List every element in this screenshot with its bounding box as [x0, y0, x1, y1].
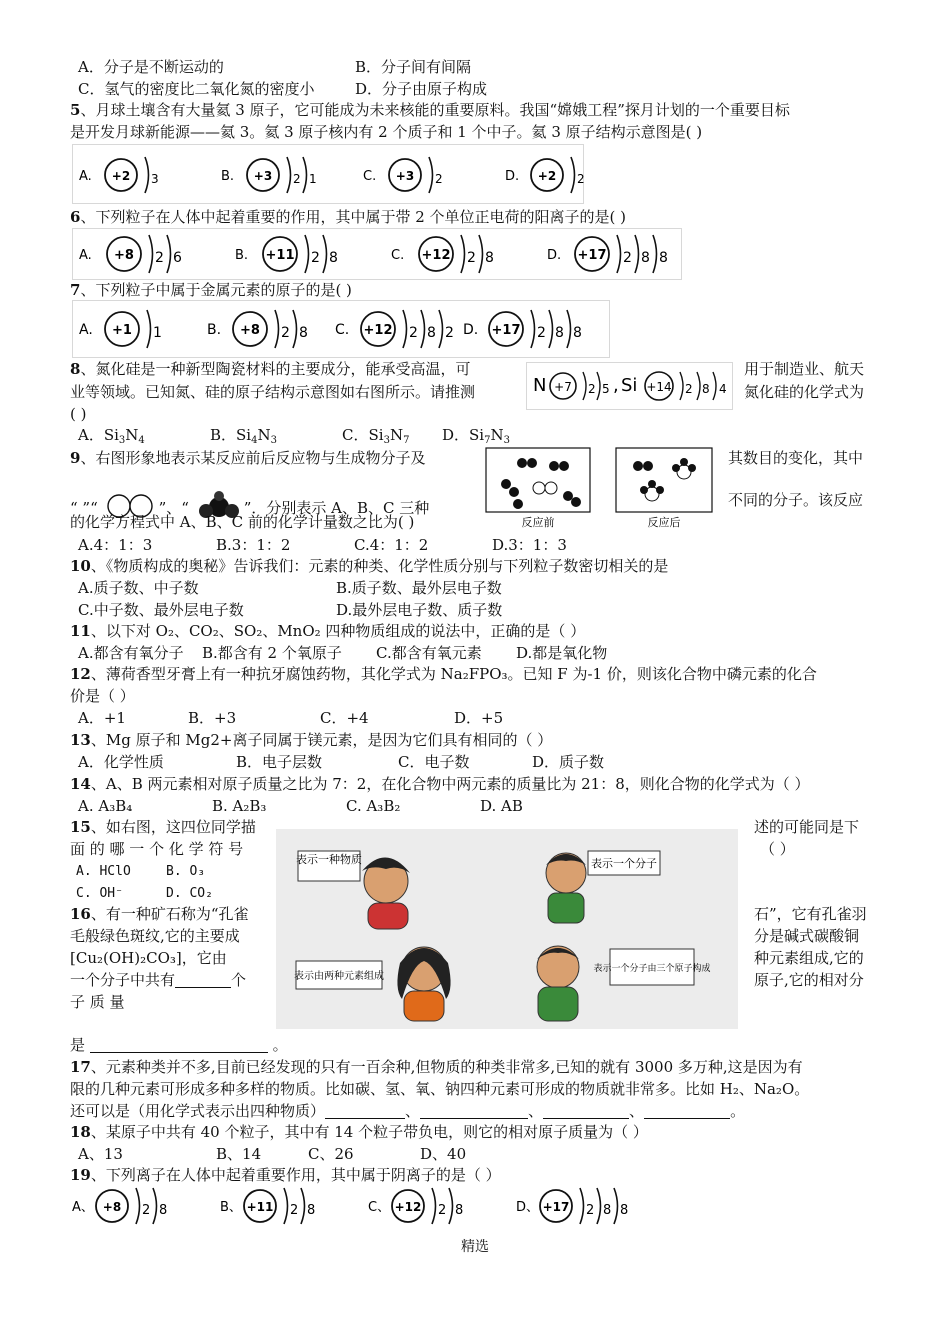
- q15-bubble-3-text: 表示由两种元素组成: [294, 971, 384, 982]
- q7-shell-electrons: 2: [281, 325, 290, 341]
- q19-shell-arc: [301, 1188, 305, 1224]
- q19-diagram-label: A、: [72, 1200, 94, 1215]
- q7-shell-electrons: 2: [409, 325, 418, 341]
- q5-shell-electrons: 2: [435, 172, 443, 186]
- q15-stem-line1a: 15、如右图，这四位同学描: [70, 818, 256, 836]
- q9-stem-line3: 的化学方程式中 A、B、C 前的化学计量数之比为( ): [70, 513, 415, 531]
- q7-shell-arc: [531, 310, 535, 348]
- q8-si-shell2: 8: [702, 382, 710, 396]
- q9-after-molecules: [633, 458, 696, 501]
- q8-si-nucleus-label: +14: [646, 380, 672, 394]
- q8-n-symbol: N: [533, 375, 547, 396]
- q19-shell-electrons: 2: [438, 1203, 447, 1218]
- q5-shell-electrons: 3: [151, 172, 159, 186]
- q6-diagram-label: D.: [547, 248, 562, 263]
- q7-shell-arc: [567, 310, 571, 348]
- q8-stem-line2b: 氮化硅的化学式为: [744, 383, 865, 401]
- q17-blank-1[interactable]: [325, 1104, 405, 1119]
- q9-options: A.4：1：3 B.3：1：2 C.4：1：2 D.3：1：3: [78, 536, 567, 554]
- q6-shell-electrons: 8: [329, 250, 338, 266]
- q6-shell-electrons: 8: [485, 250, 494, 266]
- q7-shell-electrons: 2: [445, 325, 454, 341]
- q6-shell-electrons: 2: [155, 250, 164, 266]
- q4-option-d: D．分子由原子构成: [355, 80, 488, 98]
- q15-stem-line2a: 面 的 哪 一 个 化 学 符 号: [70, 840, 244, 858]
- q5-diagram-label: A.: [79, 169, 92, 184]
- q6-shell-arc: [167, 235, 171, 273]
- q5-diagram-2: [221, 157, 317, 193]
- q5-diagram-label: B.: [221, 169, 235, 184]
- q19-shell-electrons: 8: [603, 1203, 612, 1218]
- q8-n-si-diagram: [526, 362, 733, 410]
- page-footer: 精选: [461, 1239, 489, 1255]
- q8-options: A．$Si_3N_4$ B．$Si_4N_3$ C．$Si_3N_7$ D．$Si_7N_3$: [78, 426, 510, 446]
- q5-atom-diagrams: [72, 144, 584, 204]
- q19-shell-arc: [580, 1188, 584, 1224]
- q10-stem: 10、《物质构成的奥秘》告诉我们：元素的种类、化学性质分别与下列粒子数密切相关的是: [70, 557, 669, 575]
- q19-diagram-svg: [68, 1184, 629, 1228]
- q7-shell-electrons: 8: [555, 325, 564, 341]
- q9-stem-line1b: 其数目的变化，其中: [728, 449, 864, 467]
- q12-options: A．+1 B．+3 C．+4 D．+5: [78, 709, 504, 727]
- q19-nucleus-label: +8: [102, 1200, 122, 1214]
- q5-diagram-label: D.: [505, 169, 520, 184]
- q7-diagram-4: [463, 310, 582, 348]
- q7-nucleus-label: +1: [112, 323, 132, 338]
- q9-stem-line1a: 9、右图形象地表示某反应前后反应物与生成物分子及: [70, 449, 426, 467]
- q5-diagram-3: [363, 157, 443, 193]
- student-1-figure: [362, 857, 410, 929]
- q4-option-b: B．分子间有间隔: [355, 58, 472, 76]
- q15-stem-line1b: 述的可能同是下: [754, 818, 860, 836]
- q6-atom-diagrams: [72, 228, 682, 280]
- q19-diagram-1: [72, 1188, 167, 1224]
- q19-shell-arc: [136, 1188, 140, 1224]
- q7-nucleus-label: +17: [491, 323, 521, 338]
- q7-shell-electrons: 2: [537, 325, 546, 341]
- q7-diagram-svg: [73, 301, 609, 357]
- q5-nucleus-label: +3: [253, 169, 273, 183]
- q15-students-illustration: [276, 829, 738, 1029]
- q12-stem-line1: 12、薄荷香型牙膏上有一种抗牙腐蚀药物，其化学式为 Na₂FPO₃。已知 F 为-1 价，则该化合物中磷元素的化合: [70, 665, 817, 683]
- q6-shell-arc: [635, 235, 639, 273]
- q9-stem-line2: “ ”“ ”、“ ”．分别表示 A、B、C 三种: [70, 491, 429, 521]
- q5-shell-arc: [287, 157, 291, 193]
- q19-stem: 19、下列离子在人体中起着重要作用，其中属于阴离子的是（ ）: [70, 1166, 501, 1184]
- q19-shell-electrons: 8: [620, 1203, 629, 1218]
- q6-shell-electrons: 6: [173, 250, 182, 266]
- q6-stem: 6、下列粒子在人体中起着重要的作用，其中属于带 2 个单位正电荷的阳离子的是( ): [70, 208, 626, 226]
- q7-shell-arc: [421, 310, 425, 348]
- q19-shell-electrons: 8: [455, 1203, 464, 1218]
- q6-diagram-3: [391, 235, 494, 273]
- q8-si-shell-arc: [680, 372, 683, 400]
- q17-line1: 17、元素种类并不多,目前已经发现的只有一百余种,但物质的种类非常多,已知的就有 3000 多万种,这是因为有: [70, 1058, 803, 1076]
- q6-shell-arc: [479, 235, 483, 273]
- q15-bubble-4-text: 表示一个分子由三个原子构成: [593, 964, 711, 974]
- q11-stem: 11、以下对 O₂、CO₂、SO₂、MnO₂ 四种物质组成的说法中，正确的是（ ）: [70, 622, 586, 640]
- q19-ion-diagrams: [68, 1184, 629, 1228]
- q19-diagram-2: [220, 1188, 315, 1224]
- q7-shell-electrons: 8: [573, 325, 582, 341]
- q15-bubble-2-text: 表示一个分子: [591, 857, 657, 870]
- q16-mass-blank[interactable]: [90, 1038, 268, 1053]
- q19-diagram-3: [368, 1188, 463, 1224]
- q5-shell-arc: [571, 157, 575, 193]
- q6-shell-arc: [653, 235, 657, 273]
- q5-shell-arc: [145, 157, 149, 193]
- q6-shell-electrons: 2: [623, 250, 632, 266]
- q8-si-shell3: 4: [719, 382, 727, 396]
- q6-diagram-label: B.: [235, 248, 249, 263]
- q9-after-box: [616, 448, 712, 512]
- q6-shell-arc: [323, 235, 327, 273]
- q16-atom-count-blank[interactable]: [175, 973, 231, 988]
- q7-diagram-label: C.: [335, 322, 350, 338]
- q17-blank-2[interactable]: [420, 1104, 528, 1119]
- q16-line4b: 原子,它的相对分: [754, 971, 864, 989]
- q15-options-row1: A. HClO B. O₃: [76, 864, 206, 879]
- q19-shell-electrons: 2: [290, 1203, 299, 1218]
- q16-line3a: [Cu₂(OH)₂CO₃]，它由: [70, 949, 227, 967]
- q5-stem-line2: 是开发月球新能源——氦 3。氦 3 原子核内有 2 个质子和 1 个中子。氦 3 原子结构示意图是( ): [70, 123, 703, 141]
- q19-diagram-label: D、: [516, 1200, 540, 1215]
- q9-reaction-diagram: [484, 446, 716, 530]
- q19-diagram-label: C、: [368, 1200, 391, 1215]
- q15-options-row2: C. OH⁻ D. CO₂: [76, 886, 213, 901]
- q18-stem: 18、某原子中共有 40 个粒子，其中有 14 个粒子带负电，则它的相对原子质量为（ ）: [70, 1123, 648, 1141]
- q15-bubble-1-text: 表示一种物质: [296, 853, 362, 866]
- q19-nucleus-label: +17: [542, 1200, 570, 1214]
- q6-shell-arc: [305, 235, 309, 273]
- q6-diagram-svg: [73, 229, 681, 279]
- q6-shell-arc: [149, 235, 153, 273]
- q6-shell-electrons: 2: [311, 250, 320, 266]
- q7-shell-arc: [403, 310, 407, 348]
- q13-options: A．化学性质 B．电子层数 C．电子数 D．质子数: [78, 753, 605, 771]
- q6-diagram-label: A.: [79, 248, 92, 263]
- q17-line2: 限的几种元素可形成多种多样的物质。比如碳、氢、氧、钠四种元素可形成的物质就非常多。比如 H₂、Na₂O。: [70, 1080, 810, 1098]
- q7-nucleus-label: +8: [240, 323, 260, 338]
- q7-shell-arc: [439, 310, 443, 348]
- q8-n-shell-arc: [583, 372, 586, 400]
- q7-shell-arc: [293, 310, 297, 348]
- q6-nucleus-label: +8: [114, 248, 134, 263]
- q6-diagram-4: [547, 235, 668, 273]
- q19-shell-arc: [597, 1188, 601, 1224]
- q4-option-c: C．氢气的密度比二氧化氮的密度小: [78, 80, 315, 98]
- q8-stem-line1b: 用于制造业、航天: [744, 360, 865, 378]
- q7-shell-arc: [549, 310, 553, 348]
- q7-diagram-label: B.: [207, 322, 222, 338]
- q8-si-shell-arc: [713, 372, 716, 400]
- q5-diagram-4: [505, 157, 585, 193]
- q19-shell-arc: [432, 1188, 436, 1224]
- q6-nucleus-label: +17: [577, 248, 607, 263]
- q8-si-symbol: Si: [621, 375, 638, 396]
- q16-line2a: 毛般绿色斑纹,它的主要成: [70, 927, 240, 945]
- q8-sep: ,: [613, 375, 619, 396]
- q19-diagram-4: [516, 1188, 628, 1224]
- q19-nucleus-label: +11: [246, 1200, 274, 1214]
- q5-shell-electrons: 2: [293, 172, 301, 186]
- q8-diagram-svg: [527, 363, 732, 409]
- q6-diagram-2: [235, 235, 338, 273]
- q12-stem-line2: 价是（ ）: [70, 687, 135, 705]
- q6-shell-electrons: 2: [467, 250, 476, 266]
- q4-option-a: A．分子是不断运动的: [78, 58, 224, 76]
- q5-nucleus-label: +2: [537, 169, 557, 183]
- q19-diagram-label: B、: [220, 1200, 242, 1215]
- q9-before-molecules: [501, 458, 581, 509]
- q7-shell-arc: [275, 310, 279, 348]
- q16-line3b: 种元素组成,它的: [754, 949, 864, 967]
- q18-options: A、13 B、14 C、26 D、40: [78, 1145, 467, 1163]
- q8-stem-line3: ( ): [70, 405, 87, 423]
- q7-shell-electrons: 8: [427, 325, 436, 341]
- q5-nucleus-label: +2: [111, 169, 131, 183]
- q17-line3: 还可以是（用化学式表示出四种物质） 、 、 、 。: [70, 1102, 746, 1120]
- q16-line1a: 16、有一种矿石称为“孔雀: [70, 905, 249, 923]
- q6-nucleus-label: +12: [421, 248, 451, 263]
- q7-diagram-label: A.: [79, 322, 93, 338]
- q5-shell-electrons: 2: [577, 172, 585, 186]
- q5-shell-electrons: 1: [309, 172, 317, 186]
- q8-n-shell1: 2: [588, 382, 596, 396]
- q6-diagram-label: C.: [391, 248, 405, 263]
- q7-shell-electrons: 1: [153, 325, 162, 341]
- q8-stem-line1a: 8、氮化硅是一种新型陶瓷材料的主要成分，能承受高温，可: [70, 360, 471, 378]
- q7-shell-arc: [147, 310, 151, 348]
- q5-stem-line1: 5、月球土壤含有大量氦 3 原子，它可能成为未来核能的重要原料。我国“嫦娥工程”探月计划的一个重要目标: [70, 101, 790, 119]
- q16-line2b: 分是碱式碳酸铜: [754, 927, 860, 945]
- q7-atom-diagrams: [72, 300, 610, 358]
- q9-after-label: 反应后: [647, 516, 681, 529]
- q7-shell-electrons: 8: [299, 325, 308, 341]
- q5-diagram-1: [79, 157, 159, 193]
- q16-line5a: 子 质 量: [70, 993, 125, 1011]
- q19-shell-arc: [614, 1188, 618, 1224]
- q8-n-shell2: 5: [602, 382, 610, 396]
- q7-nucleus-label: +12: [363, 323, 393, 338]
- q6-nucleus-label: +11: [265, 248, 295, 263]
- q17-blank-4[interactable]: [644, 1104, 730, 1119]
- q6-shell-arc: [617, 235, 621, 273]
- q15-illustration-svg: [276, 829, 738, 1029]
- q8-si-shell1: 2: [685, 382, 693, 396]
- q5-diagram-svg: [73, 145, 583, 203]
- q16-line4a: 一个分子中共有 个: [70, 971, 247, 989]
- q6-diagram-1: [79, 235, 182, 273]
- q11-options: A.都含有氧分子 B.都含有 2 个氧原子 C.都含有氧元素 D.都是氧化物: [78, 644, 608, 662]
- q5-shell-arc: [303, 157, 307, 193]
- q8-si-shell-arc: [697, 372, 700, 400]
- q5-shell-arc: [429, 157, 433, 193]
- q7-diagram-label: D.: [463, 322, 479, 338]
- q7-diagram-2: [207, 310, 308, 348]
- q19-shell-electrons: 8: [159, 1203, 168, 1218]
- q15-stem-line2b: （ ）: [760, 840, 795, 858]
- q19-shell-arc: [284, 1188, 288, 1224]
- q14-options: A. A₃B₄ B. A₂B₃ C. A₃B₂ D. AB: [78, 797, 523, 815]
- q10-options-row2: C.中子数、最外层电子数 D.最外层电子数、质子数: [78, 601, 503, 619]
- q19-shell-electrons: 8: [307, 1203, 316, 1218]
- q7-diagram-1: [79, 310, 162, 348]
- q19-shell-arc: [153, 1188, 157, 1224]
- q6-shell-electrons: 8: [641, 250, 650, 266]
- q19-nucleus-label: +12: [394, 1200, 422, 1214]
- student-3-figure: [397, 947, 450, 1021]
- q5-nucleus-label: +3: [395, 169, 415, 183]
- q7-diagram-3: [335, 310, 454, 348]
- q7-stem: 7、下列粒子中属于金属元素的原子的是( ): [70, 281, 352, 299]
- q19-shell-electrons: 2: [586, 1203, 595, 1218]
- q14-stem: 14、A、B 两元素相对原子质量之比为 7：2，在化合物中两元素的质量比为 21：8，则化合物的化学式为（ ）: [70, 775, 810, 793]
- q6-shell-arc: [461, 235, 465, 273]
- q16-line6: 是 。: [70, 1036, 288, 1054]
- q6-shell-electrons: 8: [659, 250, 668, 266]
- q17-blank-3[interactable]: [543, 1104, 629, 1119]
- q19-shell-electrons: 2: [142, 1203, 151, 1218]
- q19-shell-arc: [449, 1188, 453, 1224]
- q5-diagram-label: C.: [363, 169, 377, 184]
- q8-n-nucleus-label: +7: [554, 380, 572, 394]
- q9-stem-line2d: 不同的分子。该反应: [728, 491, 864, 509]
- q8-n-shell-arc: [597, 372, 600, 400]
- q9-before-label: 反应前: [521, 516, 555, 529]
- q16-line1b: 石”，它有孔雀羽: [754, 905, 867, 923]
- q10-options-row1: A.质子数、中子数 B.质子数、最外层电子数: [78, 579, 502, 597]
- q8-stem-line2a: 业等领域。已知氮、硅的原子结构示意图如右图所示。请推测: [70, 383, 476, 401]
- q9-reaction-svg: [484, 446, 716, 530]
- q13-stem: 13、Mg 原子和 Mg2+离子同属于镁元素，是因为它们具有相同的（ ）: [70, 731, 553, 749]
